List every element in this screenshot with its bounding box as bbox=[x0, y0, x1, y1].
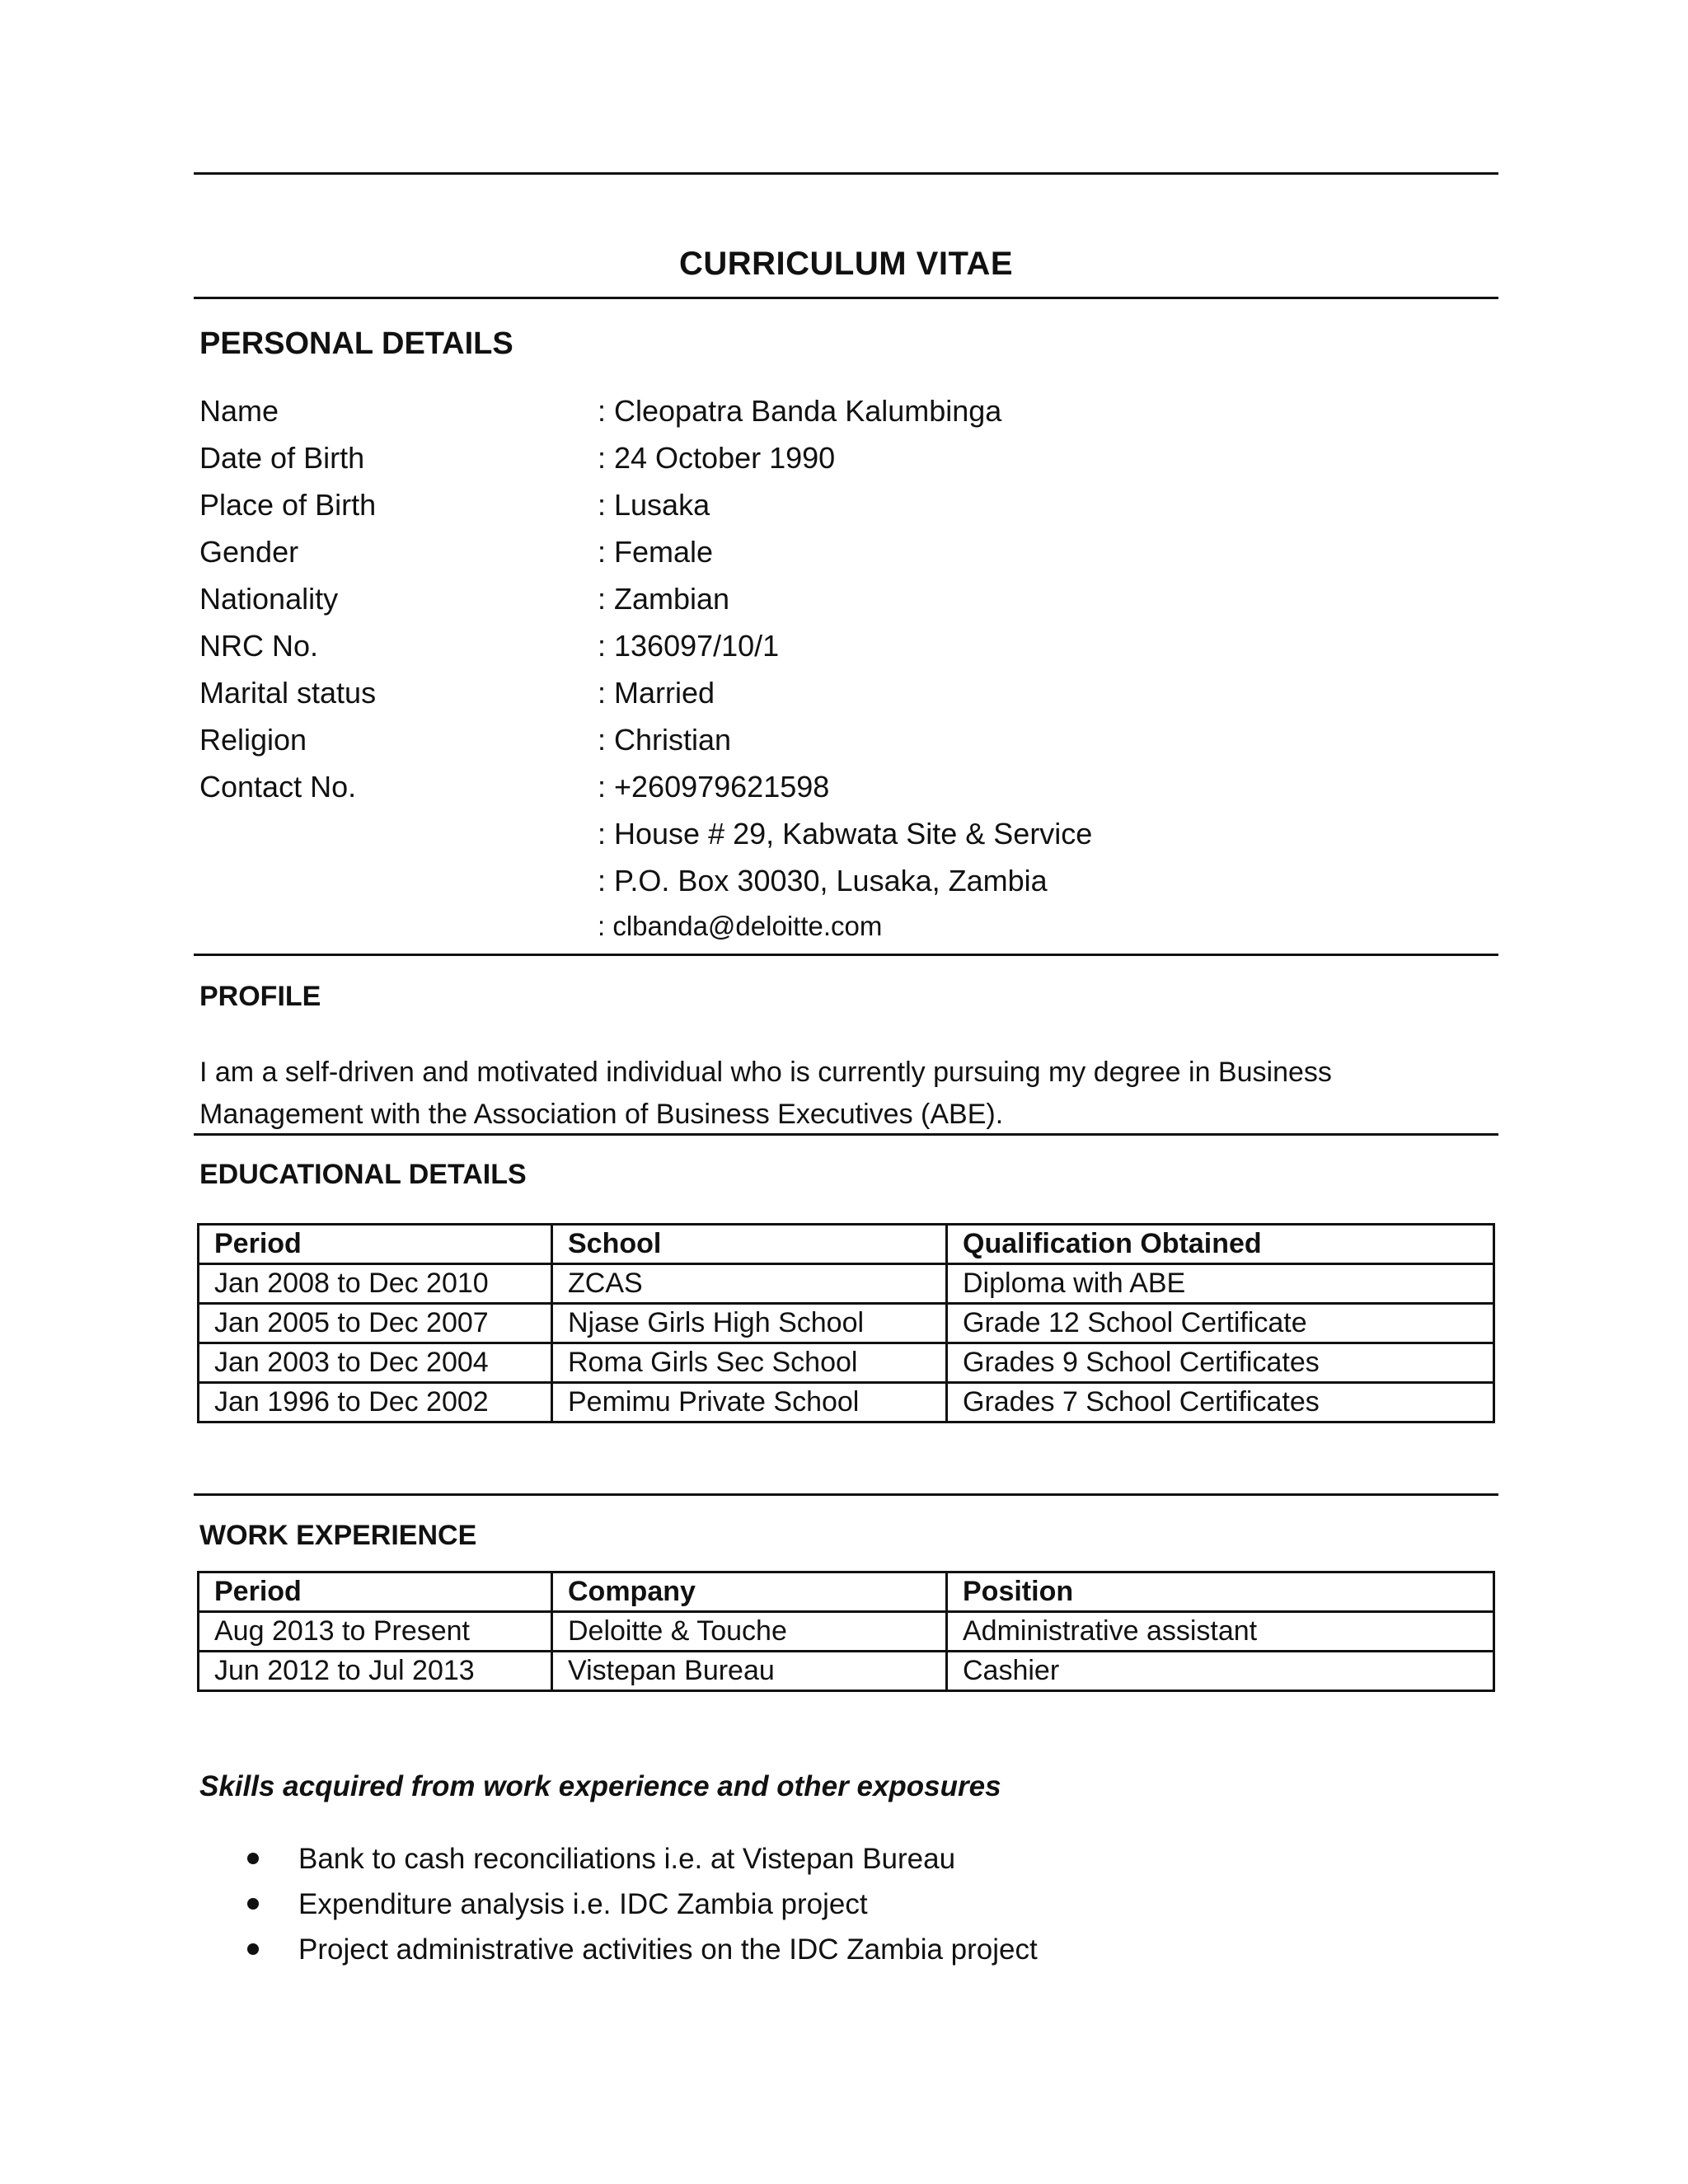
personal-detail-row bbox=[199, 864, 1436, 912]
detail-label: Marital status bbox=[199, 676, 377, 710]
personal-detail-row bbox=[199, 488, 1436, 536]
column-header: Period bbox=[199, 1572, 552, 1612]
skill-text: Expenditure analysis i.e. IDC Zambia project bbox=[298, 1888, 868, 1920]
profile-heading: PROFILE bbox=[199, 981, 321, 1012]
table-cell: ZCAS bbox=[552, 1264, 947, 1304]
detail-value: : 136097/10/1 bbox=[598, 629, 780, 663]
table-row bbox=[199, 1612, 1494, 1652]
skill-text: Project administrative activities on the IDC Zambia project bbox=[298, 1933, 1038, 1966]
title-divider bbox=[194, 297, 1498, 299]
table-cell: Jan 2005 to Dec 2007 bbox=[199, 1304, 552, 1343]
top-divider bbox=[194, 172, 1498, 175]
work-experience-table bbox=[197, 1571, 1495, 1692]
personal-detail-row bbox=[199, 723, 1436, 771]
table-cell: Jun 2012 to Jul 2013 bbox=[199, 1652, 552, 1691]
education-table bbox=[197, 1223, 1495, 1423]
table-cell: Njase Girls High School bbox=[552, 1304, 947, 1343]
personal-detail-row bbox=[199, 676, 1436, 724]
detail-label: Contact No. bbox=[199, 770, 357, 804]
list-item bbox=[247, 1836, 1038, 1882]
table-header-row bbox=[199, 1572, 1494, 1612]
table-cell: Jan 1996 to Dec 2002 bbox=[199, 1383, 552, 1422]
table-cell: Grades 9 School Certificates bbox=[947, 1343, 1494, 1383]
list-item bbox=[247, 1882, 1038, 1927]
personal-detail-row bbox=[199, 582, 1436, 630]
table-cell: Aug 2013 to Present bbox=[199, 1612, 552, 1652]
profile-line: Management with the Association of Business Executives (ABE). bbox=[199, 1099, 1004, 1130]
detail-label: Date of Birth bbox=[199, 441, 365, 475]
skills-list bbox=[247, 1836, 1038, 1972]
detail-label: Place of Birth bbox=[199, 488, 377, 522]
detail-value: : Christian bbox=[598, 723, 732, 757]
column-header: Position bbox=[947, 1572, 1494, 1612]
table-row bbox=[199, 1304, 1494, 1343]
table-cell: Cashier bbox=[947, 1652, 1494, 1691]
table-cell: Roma Girls Sec School bbox=[552, 1343, 947, 1383]
detail-value: : Female bbox=[598, 535, 714, 569]
personal-detail-row bbox=[199, 535, 1436, 583]
personal-detail-row bbox=[199, 770, 1436, 818]
education-heading: EDUCATIONAL DETAILS bbox=[199, 1159, 527, 1190]
profile-text bbox=[199, 1052, 1485, 1136]
column-header: School bbox=[552, 1225, 947, 1264]
personal-detail-row bbox=[199, 817, 1436, 865]
column-header: Qualification Obtained bbox=[947, 1225, 1494, 1264]
detail-label: Religion bbox=[199, 723, 307, 757]
detail-label: Gender bbox=[199, 535, 299, 569]
personal-detail-row bbox=[199, 394, 1436, 442]
personal-details-divider bbox=[194, 954, 1498, 956]
table-cell: Grade 12 School Certificate bbox=[947, 1304, 1494, 1343]
email-value: : clbanda@deloitte.com bbox=[598, 911, 883, 941]
table-cell: Diploma with ABE bbox=[947, 1264, 1494, 1304]
address-line: : House # 29, Kabwata Site & Service bbox=[598, 817, 1093, 851]
table-row bbox=[199, 1383, 1494, 1422]
detail-label: NRC No. bbox=[199, 629, 319, 663]
table-cell: Jan 2003 to Dec 2004 bbox=[199, 1343, 552, 1383]
detail-value: : Cleopatra Banda Kalumbinga bbox=[598, 394, 1002, 428]
detail-value: : Lusaka bbox=[598, 488, 710, 522]
column-header: Company bbox=[552, 1572, 947, 1612]
personal-detail-row bbox=[199, 441, 1436, 489]
personal-details-heading: PERSONAL DETAILS bbox=[199, 326, 513, 361]
address-line: : P.O. Box 30030, Lusaka, Zambia bbox=[598, 864, 1048, 898]
work-experience-heading: WORK EXPERIENCE bbox=[199, 1520, 477, 1551]
detail-label: Nationality bbox=[199, 582, 339, 616]
table-cell: Deloitte & Touche bbox=[552, 1612, 947, 1652]
detail-value: : 24 October 1990 bbox=[598, 441, 836, 475]
detail-label: Name bbox=[199, 394, 279, 428]
table-cell: Jan 2008 to Dec 2010 bbox=[199, 1264, 552, 1304]
list-item bbox=[247, 1927, 1038, 1972]
skills-heading: Skills acquired from work experience and other exposures bbox=[199, 1770, 1001, 1802]
bullet-icon bbox=[247, 1853, 259, 1864]
detail-value: : +260979621598 bbox=[598, 770, 830, 804]
bullet-icon bbox=[247, 1898, 259, 1910]
table-header-row bbox=[199, 1225, 1494, 1264]
education-divider bbox=[194, 1493, 1498, 1496]
personal-detail-row bbox=[199, 629, 1436, 677]
page-title: CURRICULUM VITAE bbox=[678, 246, 1013, 282]
table-cell: Pemimu Private School bbox=[552, 1383, 947, 1422]
column-header: Period bbox=[199, 1225, 552, 1264]
profile-line: I am a self-driven and motivated individual who is currently pursuing my degree in Business bbox=[199, 1057, 1332, 1088]
table-row bbox=[199, 1343, 1494, 1383]
bullet-icon bbox=[247, 1943, 259, 1955]
detail-value: : Zambian bbox=[598, 582, 730, 616]
table-cell: Grades 7 School Certificates bbox=[947, 1383, 1494, 1422]
profile-divider bbox=[194, 1133, 1498, 1136]
table-row bbox=[199, 1652, 1494, 1691]
table-cell: Administrative assistant bbox=[947, 1612, 1494, 1652]
detail-value: : Married bbox=[598, 676, 715, 710]
table-cell: Vistepan Bureau bbox=[552, 1652, 947, 1691]
table-row bbox=[199, 1264, 1494, 1304]
skill-text: Bank to cash reconciliations i.e. at Vistepan Bureau bbox=[298, 1843, 956, 1875]
personal-detail-row bbox=[199, 911, 1436, 958]
